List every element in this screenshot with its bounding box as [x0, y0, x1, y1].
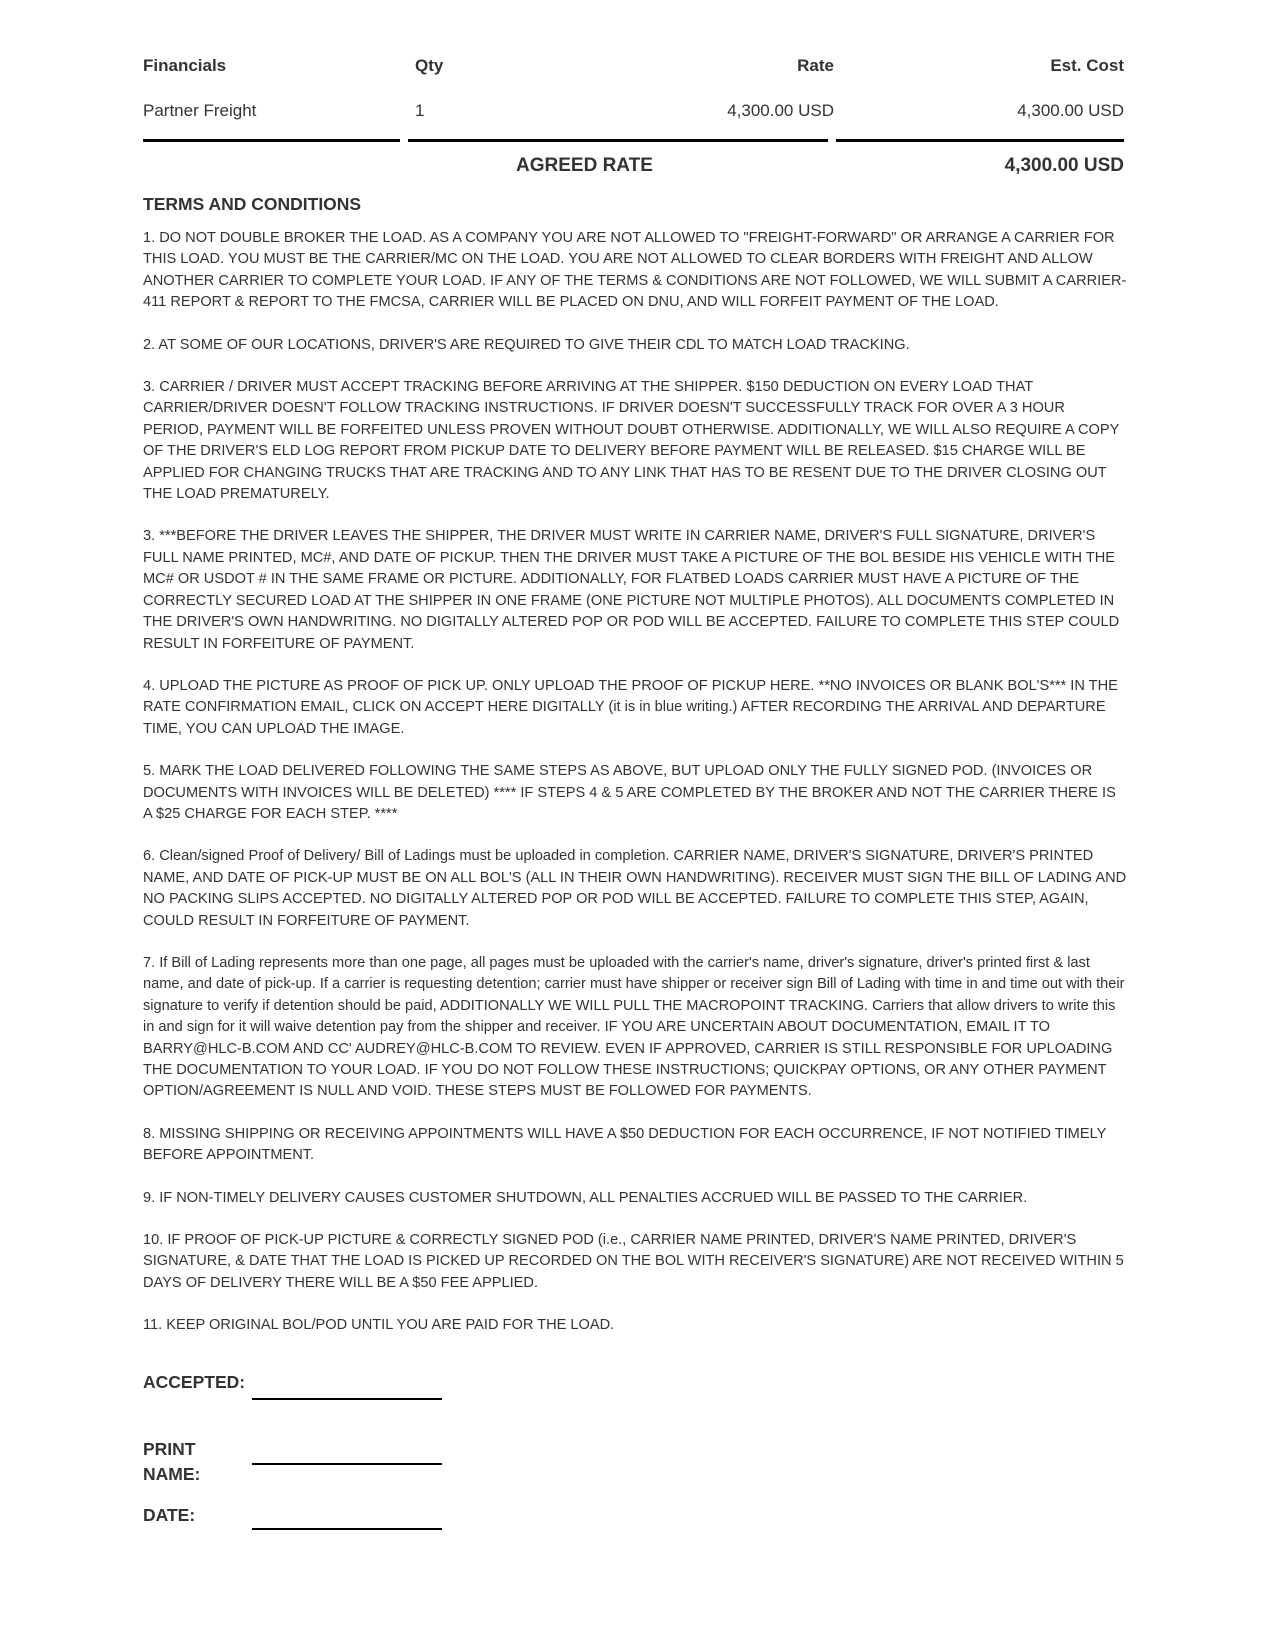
- cell-qty: 1: [415, 101, 425, 120]
- term-item-7: 7. If Bill of Lading represents more than one page, all pages must be uploaded with the carrier's name, driver's signature, driver's printed first & last name, and date of pick-up. If a carrier is requesting detention; carrier must have shipper or receiver sign Bill of Lading with time in and time out with their signature to verify if detention should be paid, ADDITIONALLY WE WILL PULL THE MACROPOINT TRACKING. Carriers that allow drivers to write this in and sign for it will waive detention pay from the shipper and receiver. IF YOU ARE UNCERTAIN ABOUT DOCUMENTATION, EMAIL IT TO BARRY@HLC-B.COM AND CC' AUDREY@HLC-B.COM TO REVIEW. EVEN IF APPROVED, CARRIER IS STILL RESPONSIBLE FOR UPLOADING THE DOCUMENTATION TO YOUR LOAD. IF YOU DO NOT FOLLOW THESE INSTRUCTIONS; QUICKPAY OPTIONS, OR ANY OTHER PAYMENT OPTION/AGREEMENT IS NULL AND VOID. THESE STEPS MUST BE FOLLOWED FOR PAYMENTS.: [143, 954, 1125, 1100]
- term-item-1: 1. DO NOT DOUBLE BROKER THE LOAD. AS A COMPANY YOU ARE NOT ALLOWED TO "FREIGHT-FORWARD" OR ARRANGE A CARRIER FOR THIS LOAD. YOU MUST BE THE CARRIER/MC ON THE LOAD. YOU ARE NOT ALLOWED TO CLEAR BORDERS WITH FREIGHT AND ALLOW ANOTHER CARRIER TO COMPLETE YOUR LOAD. IF ANY OF THE TERMS & CONDITIONS ARE NOT FOLLOWED, WE WILL SUBMIT A CARRIER-411 REPORT & REPORT TO THE FMCSA, CARRIER WILL BE PLACED ON DNU, AND WILL FORFEIT PAYMENT OF THE LOAD.: [143, 230, 1127, 311]
- divider-gap: [400, 139, 408, 142]
- term-item-6: 6. Clean/signed Proof of Delivery/ Bill of Ladings must be uploaded in completion. CARRIER NAME, DRIVER'S SIGNATURE, DRIVER'S PRINTED NAME, AND DATE OF PICK-UP MUST BE ON ALL BOL'S (ALL IN THEIR OWN HANDWRITING). RECEIVER MUST SIGN THE BILL OF LADING AND NO PACKING SLIPS ACCEPTED. NO DIGITALLY ALTERED POP OR POD WILL BE ACCEPTED. FAILURE TO COMPLETE THIS STEP, AGAIN, COULD RESULT IN FORFEITURE OF PAYMENT.: [143, 848, 1127, 929]
- date-line[interactable]: [252, 1528, 442, 1530]
- cell-est-cost: 4,300.00 USD: [1017, 101, 1124, 120]
- cell-item: Partner Freight: [143, 101, 257, 120]
- term-item-5: 5. MARK THE LOAD DELIVERED FOLLOWING THE SAME STEPS AS ABOVE, BUT UPLOAD ONLY THE FULLY SIGNED POD. (INVOICES OR DOCUMENTS WITH INVOICES WILL BE DELETED) **** IF STEPS 4 & 5 ARE COMPLETED BY THE BROKER AND NOT THE CARRIER THERE IS A $25 CHARGE FOR EACH STEP. ****: [143, 763, 1116, 822]
- terms-title: TERMS AND CONDITIONS: [143, 194, 362, 214]
- term-item-9: 9. IF NON-TIMELY DELIVERY CAUSES CUSTOMER SHUTDOWN, ALL PENALTIES ACCRUED WILL BE PASSED TO THE CARRIER.: [143, 1189, 1028, 1206]
- financials-table: [143, 56, 1124, 131]
- header-est-cost: Est. Cost: [1050, 56, 1124, 75]
- term-item-3b: 3. ***BEFORE THE DRIVER LEAVES THE SHIPPER, THE DRIVER MUST WRITE IN CARRIER NAME, DRIVER'S FULL SIGNATURE, DRIVER'S FULL NAME PRINTED, MC#, AND DATE OF PICKUP. THEN THE DRIVER MUST TAKE A PICTURE OF THE BOL BESIDE HIS VEHICLE WITH THE MC# OR USDOT # IN THE SAME FRAME OR PICTURE. ADDITIONALLY, FOR FLATBED LOADS CARRIER MUST HAVE A PICTURE OF THE CORRECTLY SECURED LOAD AT THE SHIPPER IN ONE FRAME (ONE PICTURE NOT MULTIPLE PHOTOS). ALL DOCUMENTS COMPLETED IN THE DRIVER'S OWN HANDWRITING. NO DIGITALLY ALTERED POP OR POD WILL BE ACCEPTED. FAILURE TO COMPLETE THIS STEP COULD RESULT IN FORFEITURE OF PAYMENT.: [143, 528, 1120, 652]
- divider-gap: [828, 139, 836, 142]
- accepted-label: ACCEPTED:: [143, 1372, 246, 1392]
- date-label: DATE:: [143, 1505, 196, 1525]
- cell-rate: 4,300.00 USD: [727, 101, 834, 120]
- agreed-rate-label: AGREED RATE: [516, 155, 653, 176]
- term-item-3: 3. CARRIER / DRIVER MUST ACCEPT TRACKING BEFORE ARRIVING AT THE SHIPPER. $150 DEDUCTION ON EVERY LOAD THAT CARRIER/DRIVER DOESN'T FOLLOW TRACKING INSTRUCTIONS. IF DRIVER DOESN'T SUCCESSFULLY TRACK FOR OVER A 3 HOUR PERIOD, PAYMENT WILL BE FORFEITED UNLESS PROVEN WITHOUT DOUBT OTHERWISE. ADDITIONALLY, WE WILL ALSO REQUIRE A COPY OF THE DRIVER'S ELD LOG REPORT FROM PICKUP DATE TO DELIVERY BEFORE PAYMENT WILL BE RELEASED. $15 CHARGE WILL BE APPLIED FOR CHANGING TRUCKS THAT ARE TRACKING AND TO ANY LINK THAT HAS TO BE RESENT DUE TO THE DRIVER CLOSING OUT THE LOAD PREMATURELY.: [143, 379, 1120, 503]
- financials-header-row: [143, 56, 1124, 86]
- terms-list: [143, 228, 1128, 1358]
- term-item-8: 8. MISSING SHIPPING OR RECEIVING APPOINTMENTS WILL HAVE A $50 DEDUCTION FOR EACH OCCURRENCE, IF NOT NOTIFIED TIMELY BEFORE APPOINTMENT.: [143, 1125, 1107, 1164]
- print-label-line1: PRINT: [143, 1439, 196, 1459]
- accepted-signature-line[interactable]: [252, 1398, 442, 1400]
- term-item-2: 2. AT SOME OF OUR LOCATIONS, DRIVER'S ARE REQUIRED TO GIVE THEIR CDL TO MATCH LOAD TRACKING.: [143, 336, 910, 353]
- table-row: [143, 101, 1124, 131]
- header-rate: Rate: [797, 56, 834, 75]
- term-item-4: 4. UPLOAD THE PICTURE AS PROOF OF PICK UP. ONLY UPLOAD THE PROOF OF PICKUP HERE. **NO INVOICES OR BLANK BOL'S*** IN THE RATE CONFIRMATION EMAIL, CLICK ON ACCEPT HERE DIGITALLY (it is in blue writing.) AFTER RECORDING THE ARRIVAL AND DEPARTURE TIME, YOU CAN UPLOAD THE IMAGE.: [143, 677, 1118, 737]
- term-item-11: 11. KEEP ORIGINAL BOL/POD UNTIL YOU ARE PAID FOR THE LOAD.: [143, 1317, 615, 1334]
- print-label-line2: NAME:: [143, 1464, 201, 1484]
- header-financials: Financials: [143, 56, 227, 75]
- term-item-10: 10. IF PROOF OF PICK-UP PICTURE & CORRECTLY SIGNED POD (i.e., CARRIER NAME PRINTED, DRIVER'S NAME PRINTED, DRIVER'S SIGNATURE, & DATE THAT THE LOAD IS PICKED UP RECORDED ON THE BOL WITH RECEIVER'S SIGNATURE) ARE NOT RECEIVED WITHIN 5 DAYS OF DELIVERY THERE WILL BE A $50 FEE APPLIED.: [143, 1232, 1124, 1291]
- table-divider: [143, 139, 1124, 142]
- agreed-rate-value: 4,300.00 USD: [1004, 155, 1124, 176]
- print-name-line[interactable]: [252, 1463, 442, 1465]
- header-qty: Qty: [415, 56, 444, 75]
